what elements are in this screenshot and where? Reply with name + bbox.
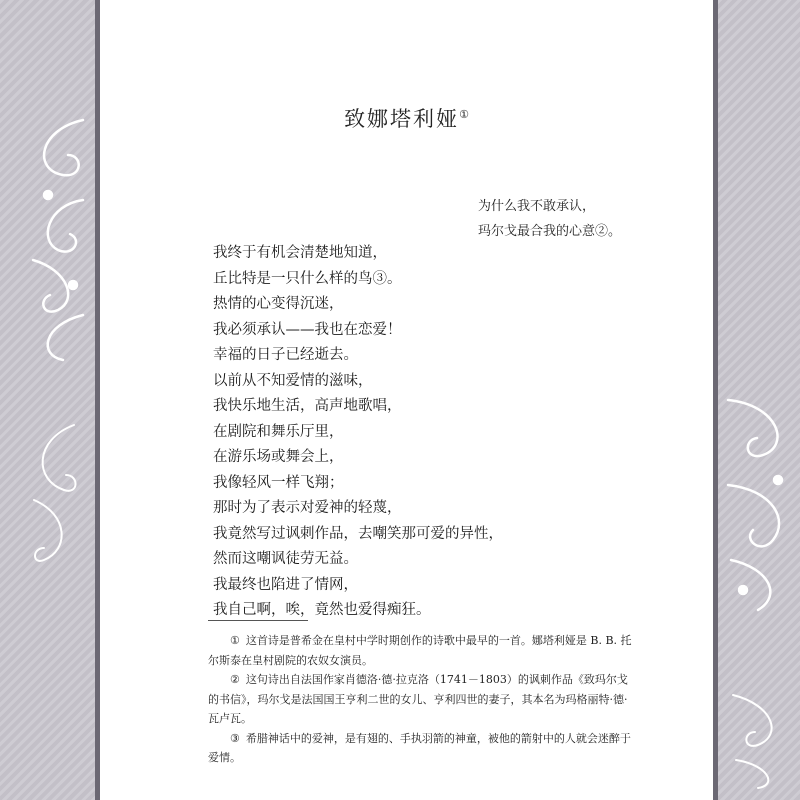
scroll-ornament-icon (28, 110, 88, 370)
poem-line: 我自己啊，唉，竟然也爱得痴狂。 (213, 602, 431, 618)
poem-line: 我最终也陷进了情网， (213, 576, 358, 593)
footnote-item (208, 631, 638, 670)
footnote-item (208, 729, 638, 768)
poem-line: 幸福的日子已经逝去。 (213, 347, 358, 363)
footnote-mark: ① (230, 634, 240, 647)
footnote-text: 希腊神话中的爱神，是有翅的、手执羽箭的神童，被他的箭射中的人就会迷醉于爱情。 (208, 731, 631, 764)
poem-title (100, 103, 713, 133)
poem-line: 那时为了表示对爱神的轻蔑， (213, 500, 402, 516)
left-decorative-border (0, 0, 95, 800)
footnote-text: 这首诗是普希金在皇村中学时期创作的诗歌中最早的一首。娜塔利娅是 B. B. 托尔斯泰在皇村剧院的农奴女演员。 (208, 634, 632, 667)
book-page (95, 0, 718, 800)
poem-line: 我竟然写过讽刺作品，去嘲笑那可爱的异性， (213, 525, 503, 542)
epigraph-line: 为什么我不敢承认， (478, 199, 596, 214)
poem-line: 我终于有机会清楚地知道， (213, 245, 387, 261)
footnotes (208, 631, 638, 768)
poem-body (213, 241, 503, 624)
footnote-item (208, 670, 638, 729)
flourish-ornament-icon (24, 420, 84, 580)
poem-line: 在游乐场或舞会上， (213, 449, 344, 465)
poem-line: 以前从不知爱情的滋味， (213, 372, 373, 389)
poem-line: 我快乐地生活，高声地歌唱， (213, 398, 402, 414)
poem-line: 在剧院和舞乐厅里， (213, 423, 344, 440)
poem-line: 我必须承认——我也在恋爱！ (213, 321, 402, 338)
poem-line: 丘比特是一只什么样的鸟③。 (213, 270, 402, 287)
title-footnote-mark: ① (459, 108, 469, 121)
swirl-ornament-icon (723, 390, 795, 620)
footnote-mark: ② (230, 673, 240, 686)
poem-line: 我像轻风一样飞翔； (213, 474, 344, 491)
poem-title-text: 致娜塔利娅 (344, 107, 460, 131)
footnote-text: 这句诗出自法国作家肖德洛·德·拉克洛（1741－1803）的讽刺作品《致玛尔戈的书信》，玛尔戈是法国国王亨利二世的女儿、亨利四世的妻子，其本名为玛格丽特·德·瓦卢瓦。 (208, 673, 628, 725)
footnote-mark: ③ (230, 731, 240, 745)
footnote-divider (208, 620, 308, 621)
curl-ornament-icon (728, 690, 788, 790)
epigraph (478, 194, 621, 244)
right-decorative-border (718, 0, 800, 800)
epigraph-line: 玛尔戈最合我的心意②。 (478, 224, 622, 239)
poem-line: 热情的心变得沉迷， (213, 296, 344, 312)
poem-line: 然而这嘲讽徒劳无益。 (213, 551, 358, 567)
